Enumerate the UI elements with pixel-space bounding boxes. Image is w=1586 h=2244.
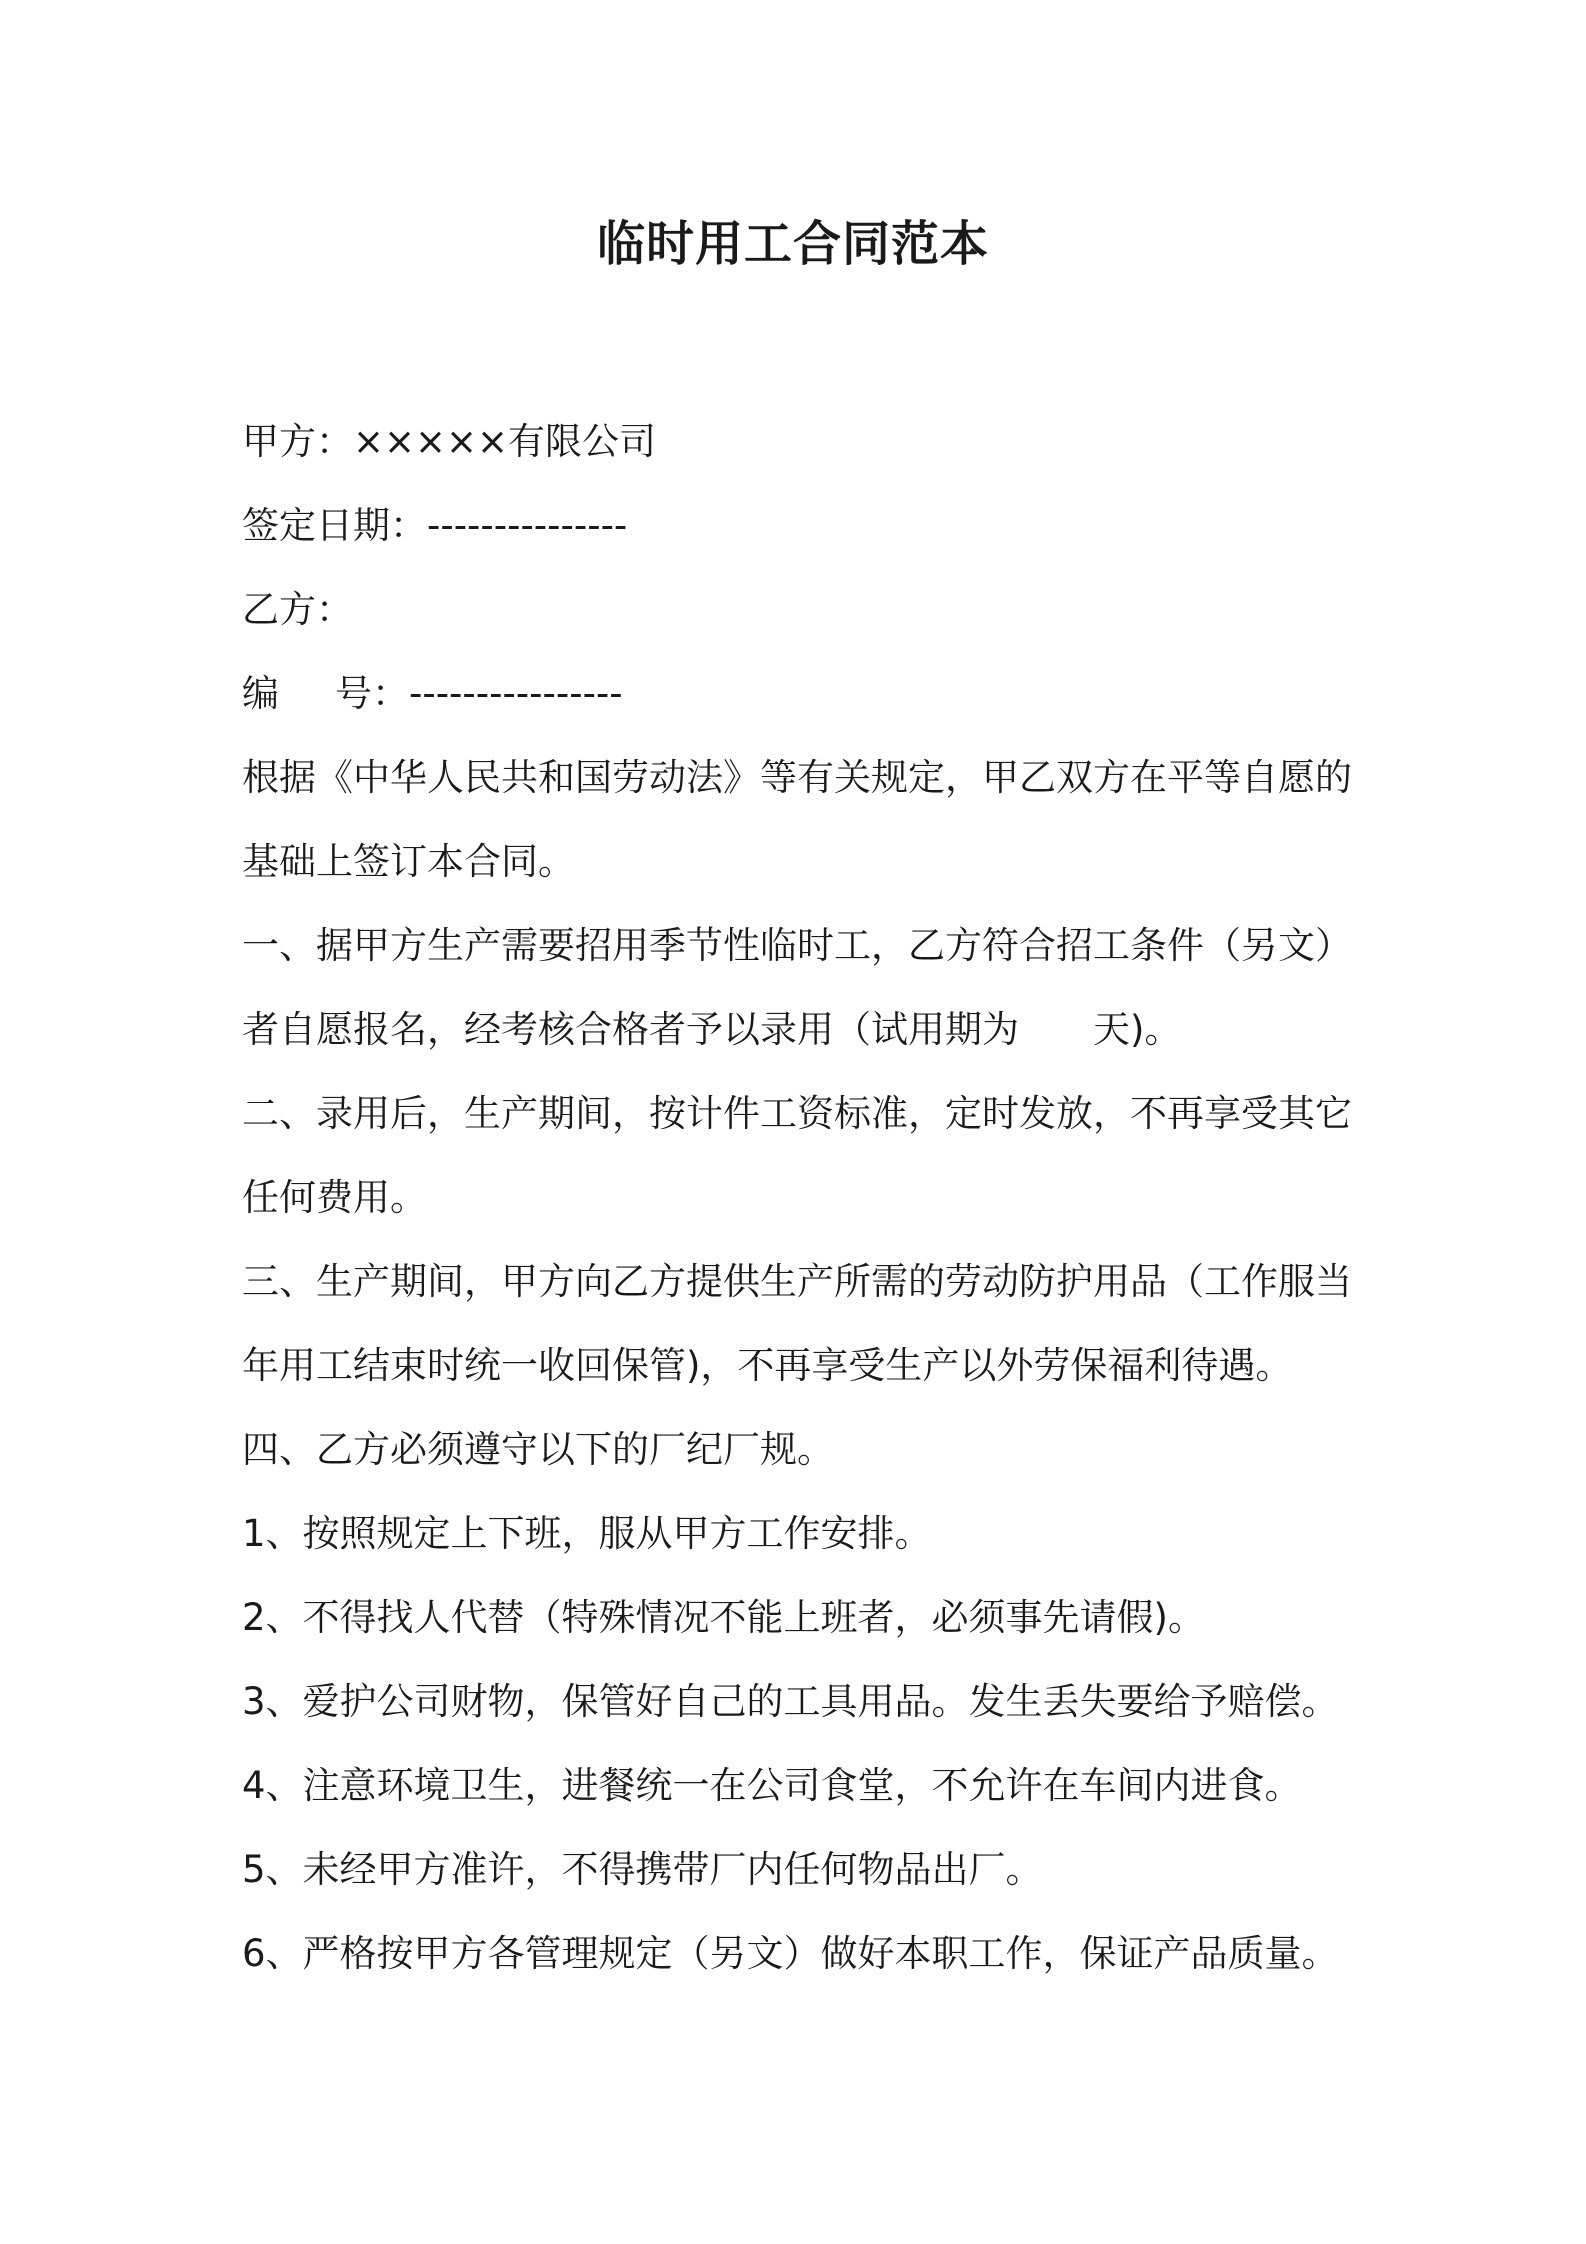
document-title: 临时用工合同范本: [596, 216, 989, 272]
serial-number-line: [242, 652, 1362, 736]
clause-3: 三、生产期间，甲方向乙方提供生产所需的劳动防护用品（工作服当年用工结束时统一收回保管)，不再享受生产以外劳保福利待遇。: [242, 1260, 1352, 1387]
serial-number-label-a: 编: [242, 672, 279, 715]
party-a-line: 甲方：×××××有限公司: [242, 420, 657, 463]
rule-2: 2、不得找人代替（特殊情况不能上班者，必须事先请假)。: [242, 1596, 1205, 1639]
document-body: [242, 400, 1362, 1996]
party-b-line: 乙方：: [242, 588, 353, 631]
rule-1: 1、按照规定上下班，服从甲方工作安排。: [242, 1512, 932, 1555]
clause-1: 一、据甲方生产需要招用季节性临时工，乙方符合招工条件（另文）者自愿报名，经考核合格者予以录用（试用期为 天)。: [242, 924, 1352, 1051]
serial-number-label-b: 号：: [335, 672, 409, 715]
rule-4: 4、注意环境卫生，进餐统一在公司食堂，不允许在车间内进食。: [242, 1764, 1302, 1807]
clause-4: 四、乙方必须遵守以下的厂纪厂规。: [242, 1428, 834, 1471]
intro-paragraph: 根据《中华人民共和国劳动法》等有关规定，甲乙双方在平等自愿的基础上签订本合同。: [242, 756, 1352, 883]
rule-3: 3、爱护公司财物，保管好自己的工具用品。发生丢失要给予赔偿。: [242, 1680, 1339, 1723]
serial-number-value: ----------------: [409, 672, 623, 715]
sign-date-line: 签定日期：---------------: [242, 504, 628, 547]
rule-6: 6、严格按甲方各管理规定（另文）做好本职工作，保证产品质量。: [242, 1932, 1339, 1975]
clause-2: 二、录用后，生产期间，按计件工资标准，定时发放，不再享受其它任何费用。: [242, 1092, 1352, 1219]
rule-5: 5、未经甲方准许，不得携带厂内任何物品出厂。: [242, 1848, 1043, 1891]
